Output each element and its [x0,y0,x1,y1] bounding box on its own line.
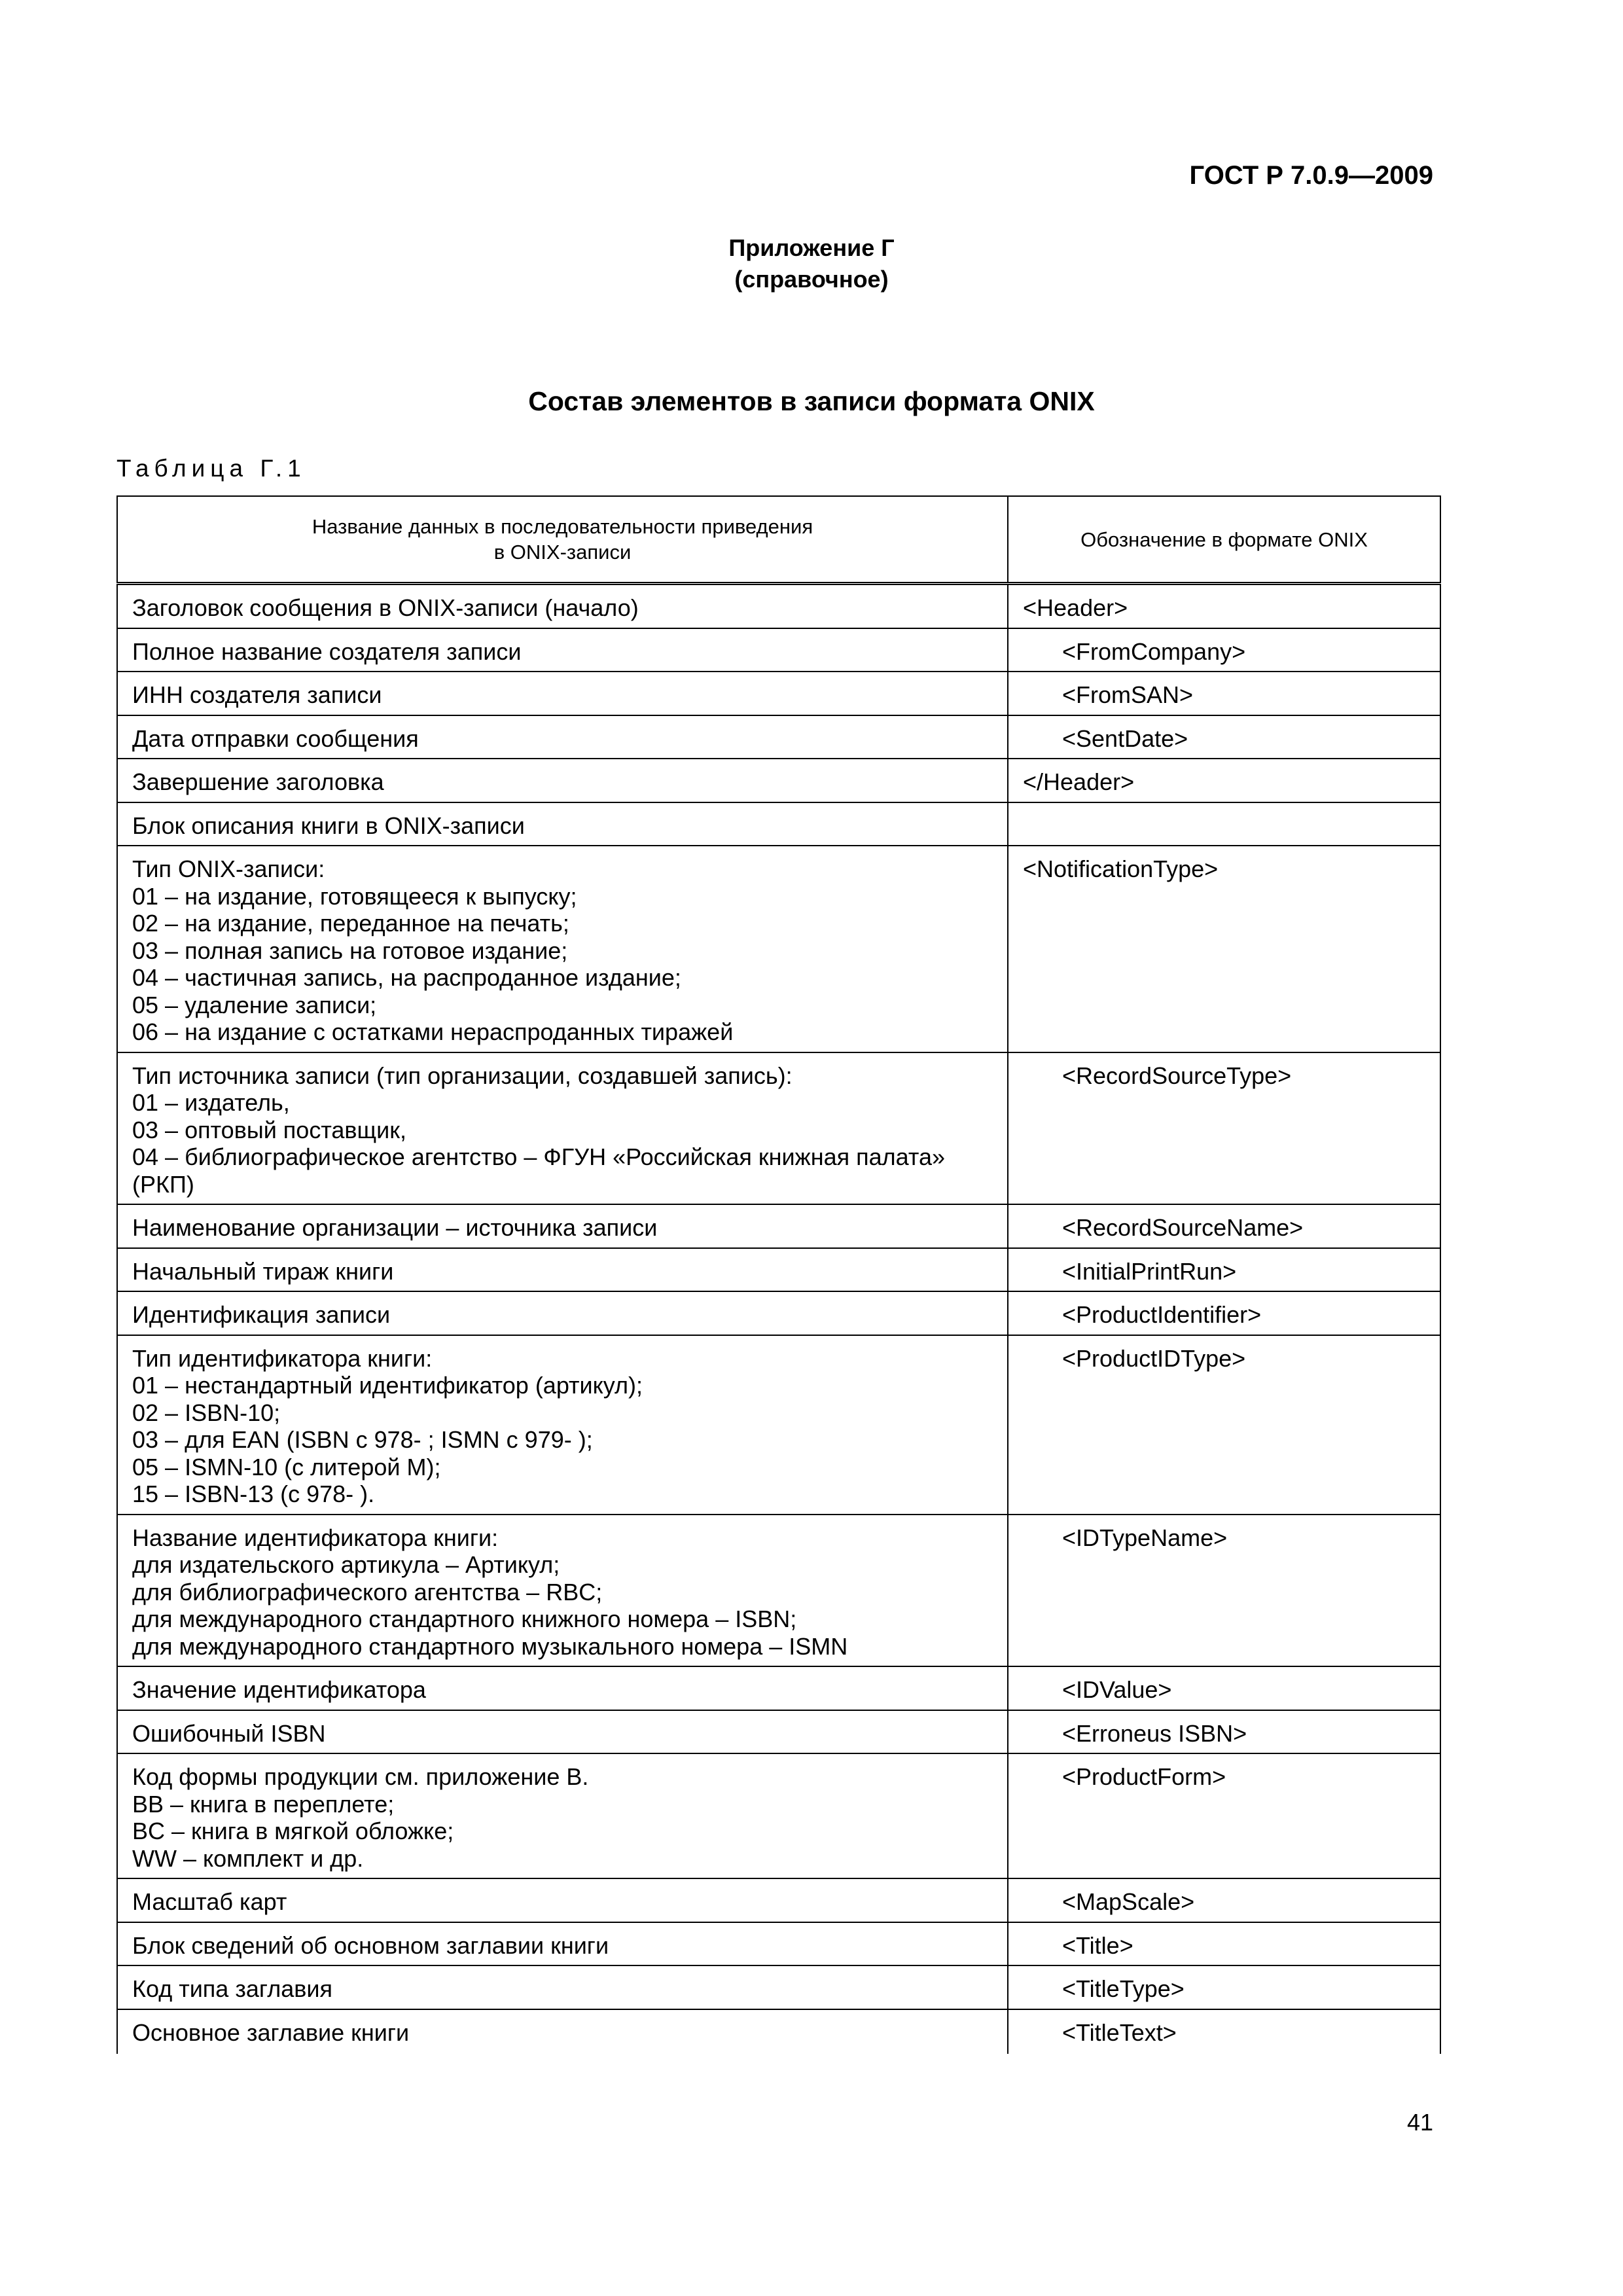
onix-code-cell: <FromCompany> [1008,628,1440,672]
onix-code-cell: <RecordSourceName> [1008,1204,1440,1248]
table-row [117,672,1440,715]
table-row [117,1248,1440,1292]
document-title: Состав элементов в записи формата ONIX [528,386,1095,416]
onix-code-cell: <TitleText> [1008,2009,1440,2054]
table-row [117,846,1440,1052]
onix-code-cell: </Header> [1008,759,1440,802]
onix-code-cell: <ProductIDType> [1008,1335,1440,1515]
table-row [117,1878,1440,1922]
data-name-cell: Блок описания книги в ONIX-записи [117,802,1008,846]
onix-code-cell: <FromSAN> [1008,672,1440,715]
onix-code-cell [1008,802,1440,846]
table-row [117,1666,1440,1710]
onix-code-cell: <TitleType> [1008,1965,1440,2009]
onix-elements-table-wrapper [116,495,1440,2054]
data-name-cell: Название идентификатора книги: для издательского артикула – Артикул; для библиографического агентства – RBC; для международного стандартного книжного номера – ISBN; для международного стандартного музыкального номера – ISMN [117,1515,1008,1667]
data-name-cell: Код типа заглавия [117,1965,1008,2009]
data-name-cell: Дата отправки сообщения [117,715,1008,759]
table-row [117,628,1440,672]
table-row [117,1291,1440,1335]
onix-code-cell: <SentDate> [1008,715,1440,759]
onix-code-cell: <Header> [1008,584,1440,628]
data-name-cell: Основное заглавие книги [117,2009,1008,2054]
onix-code-cell: <MapScale> [1008,1878,1440,1922]
appendix-title: Приложение Г [728,234,895,261]
onix-code-cell: <IDValue> [1008,1666,1440,1710]
table-body [117,584,1440,2054]
data-name-cell: Идентификация записи [117,1291,1008,1335]
column-header-onix-code: Обозначение в формате ONIX [1008,496,1440,584]
onix-code-cell: <Title> [1008,1922,1440,1966]
onix-code-cell: <RecordSourceType> [1008,1052,1440,1205]
data-name-cell: Тип ONIX-записи: 01 – на издание, готовящееся к выпуску; 02 – на издание, переданное на печать; 03 – полная запись на готовое издание; 04 – частичная запись, на распроданное издание; 05 – удаление записи; 06 – на издание с остатками нераспроданных тиражей [117,846,1008,1052]
table-row [117,1335,1440,1515]
table-row [117,1515,1440,1667]
table-row [117,759,1440,802]
table-row [117,1965,1440,2009]
data-name-cell: Завершение заголовка [117,759,1008,802]
appendix-type: (справочное) [734,266,889,293]
table-row [117,802,1440,846]
data-name-cell: Ошибочный ISBN [117,1710,1008,1754]
table-caption: Таблица Г.1 [116,455,306,482]
data-name-cell: Начальный тираж книги [117,1248,1008,1292]
page-number: 41 [1406,2109,1433,2136]
onix-code-cell: <InitialPrintRun> [1008,1248,1440,1292]
table-row [117,2009,1440,2054]
onix-code-cell: <NotificationType> [1008,846,1440,1052]
table-row [117,1052,1440,1205]
data-name-cell: Заголовок сообщения в ONIX-записи (начало) [117,584,1008,628]
data-name-cell: Значение идентификатора [117,1666,1008,1710]
data-name-cell: Код формы продукции см. приложение В. BB – книга в переплете; BC – книга в мягкой обложке; WW – комплект и др. [117,1753,1008,1878]
table-row [117,715,1440,759]
data-name-cell: Тип источника записи (тип организации, создавшей запись): 01 – издатель, 03 – оптовый поставщик, 04 – библиографическое агентство – ФГУН «Российская книжная палата» (РКП) [117,1052,1008,1205]
table-header-row [117,496,1440,584]
data-name-cell: ИНН создателя записи [117,672,1008,715]
onix-code-cell: <Erroneus ISBN> [1008,1710,1440,1754]
onix-code-cell: <ProductIdentifier> [1008,1291,1440,1335]
data-name-cell: Блок сведений об основном заглавии книги [117,1922,1008,1966]
data-name-cell: Масштаб карт [117,1878,1008,1922]
onix-code-cell: <IDTypeName> [1008,1515,1440,1667]
column-header-data-name: Название данных в последовательности приведения в ONIX-записи [117,496,1008,584]
onix-code-cell: <ProductForm> [1008,1753,1440,1878]
data-name-cell: Тип идентификатора книги: 01 – нестандартный идентификатор (артикул); 02 – ISBN-10; 03 – для EAN (ISBN с 978- ; ISMN с 979- ); 05 – ISMN-10 (с литерой М); 15 – ISBN-13 (с 978- ). [117,1335,1008,1515]
table-row [117,1204,1440,1248]
table-row [117,1710,1440,1754]
appendix-heading [0,232,1623,295]
table-row [117,1753,1440,1878]
standard-designation: ГОСТ Р 7.0.9—2009 [1189,161,1433,190]
table-row [117,584,1440,628]
onix-elements-table [116,495,1441,2054]
data-name-cell: Полное название создателя записи [117,628,1008,672]
table-row [117,1922,1440,1966]
data-name-cell: Наименование организации – источника записи [117,1204,1008,1248]
